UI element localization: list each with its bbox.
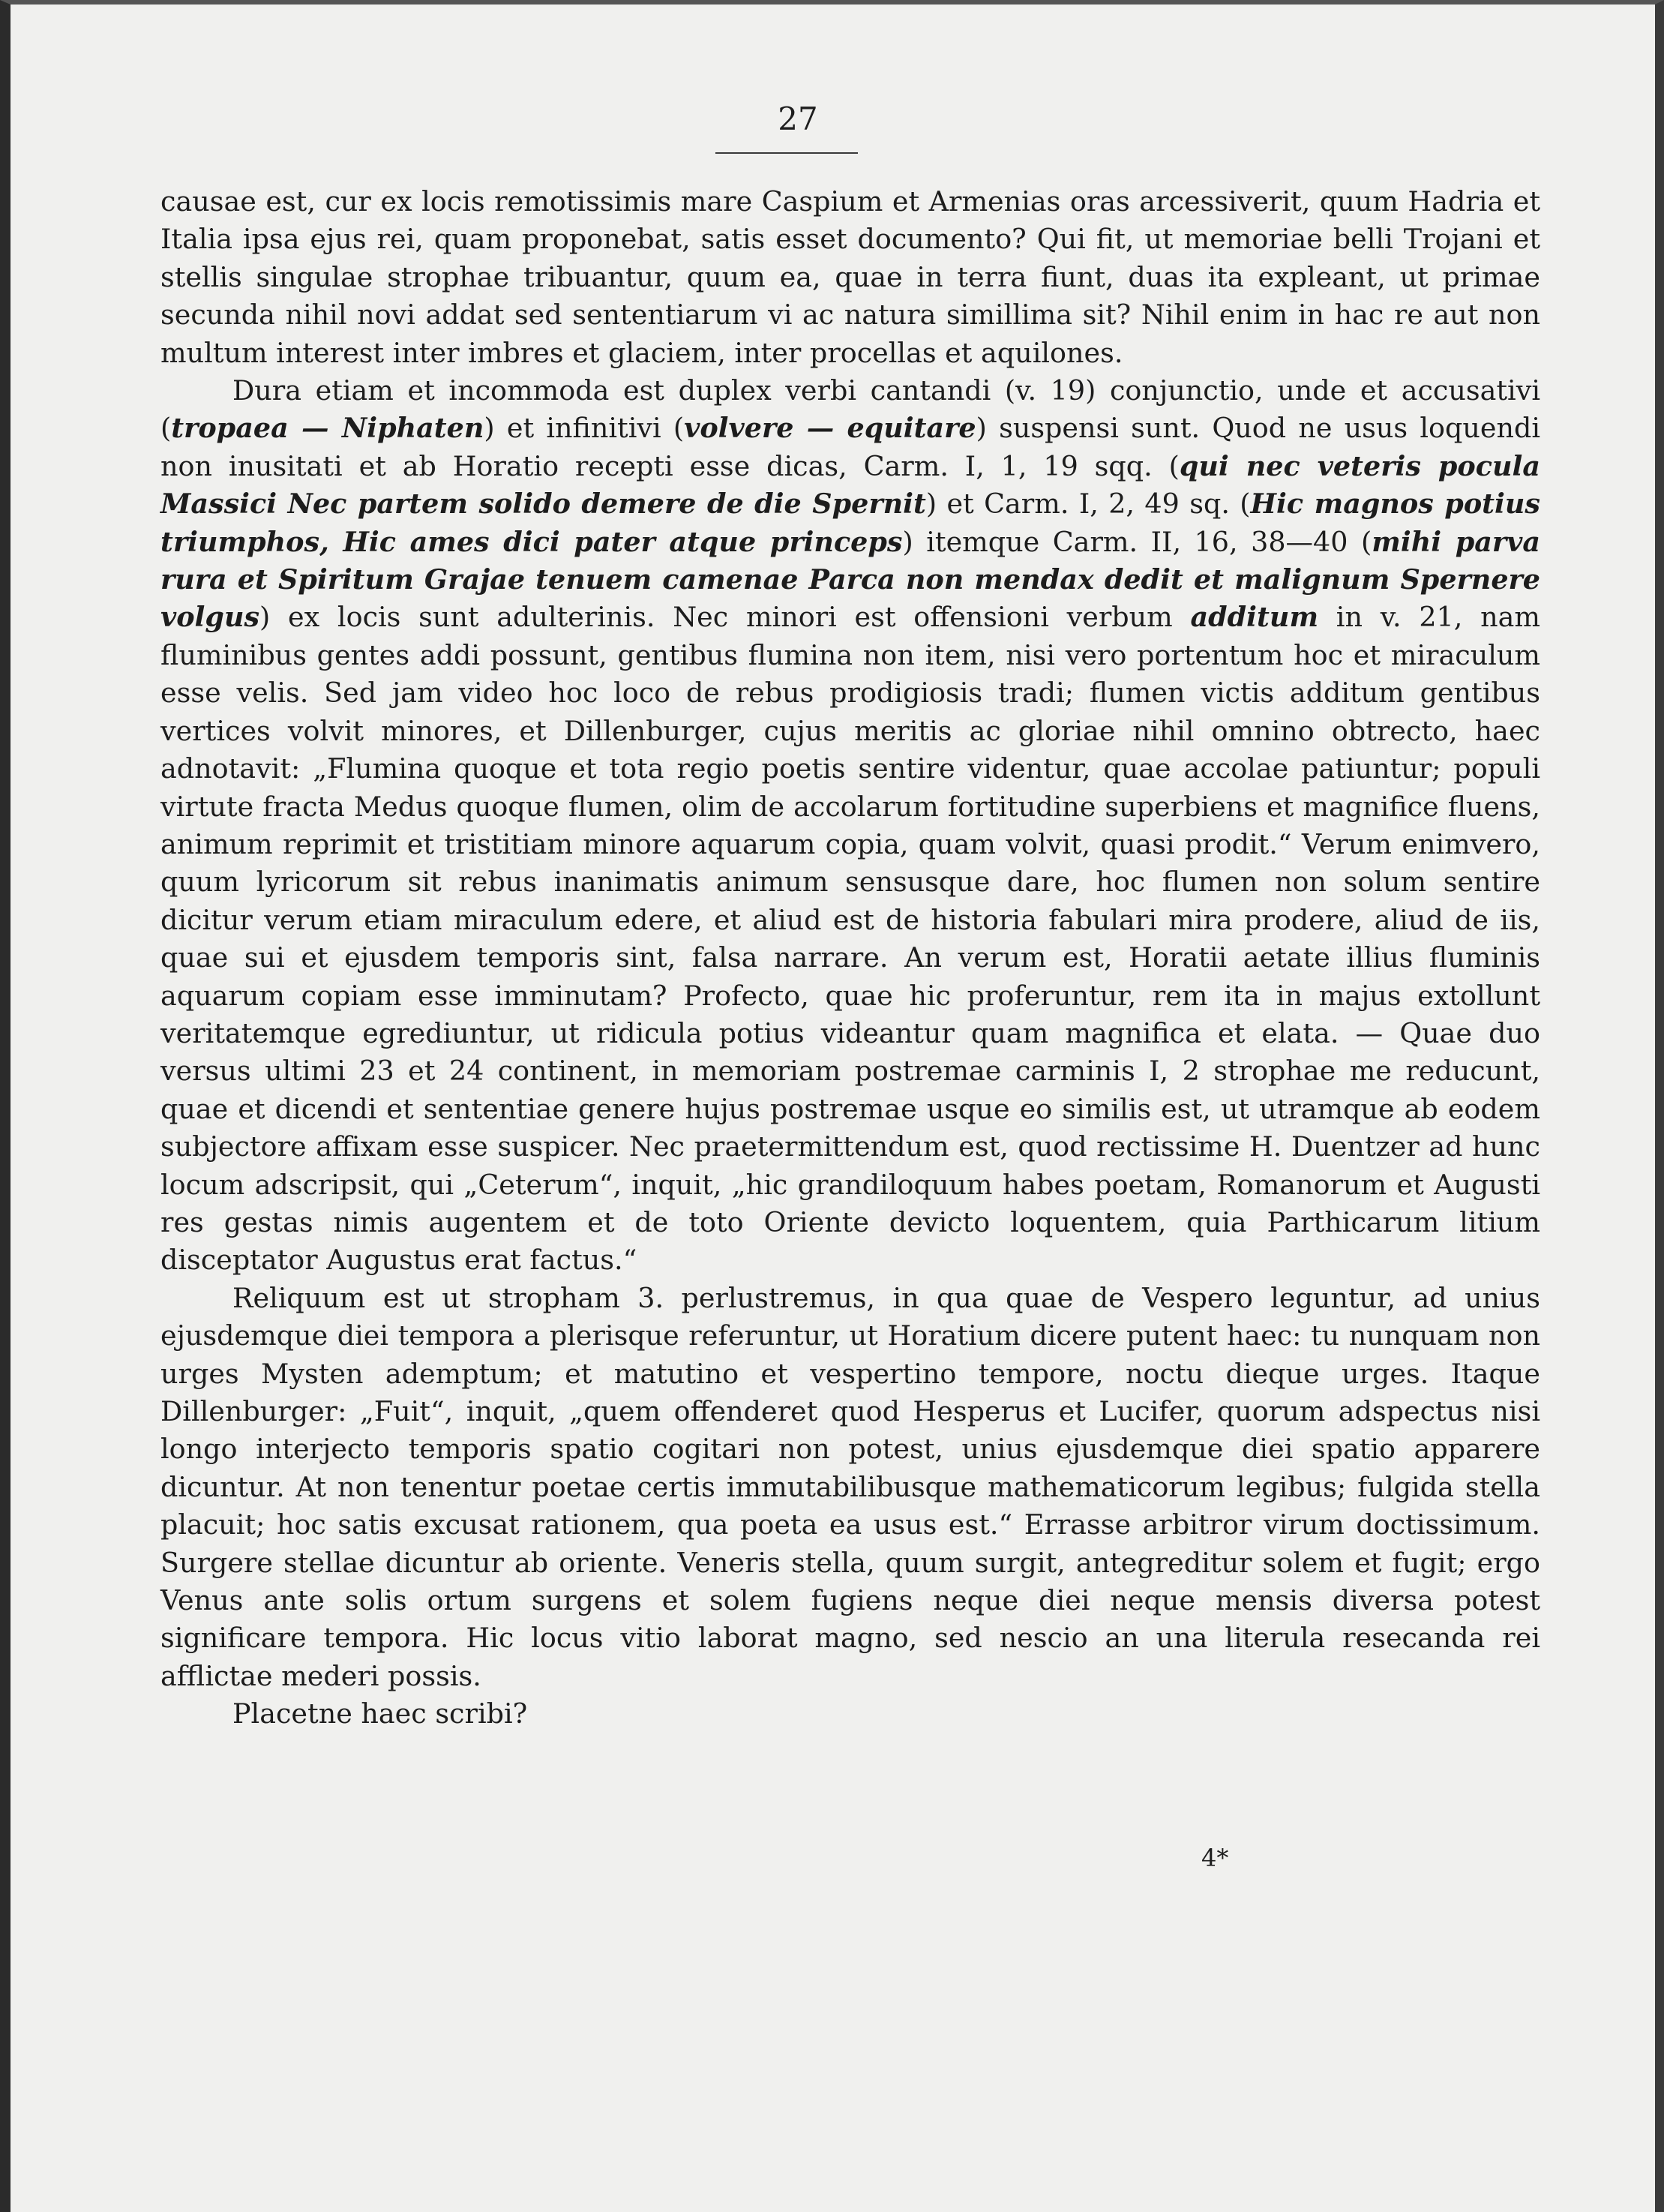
paragraph-3 (160, 1280, 1540, 1695)
quoted-latin-text: qui nec veteris pocula Massici Nec partem solido demere de die Spernit (160, 449, 1540, 521)
paragraph-2 (160, 372, 1540, 1280)
quoted-latin-text: tropaea — Niphaten (171, 412, 484, 445)
text-run: in v. 21, nam fluminibus gentes addi possunt, gentibus flumina non item, nisi vero portentum hoc et miraculum esse velis. Sed jam video hoc loco de rebus prodigiosis tradi; flumen victis additum gentibus vertices volvit minores, et Dillenburger, cujus meritis ac gloriae nihil omnino obtrecto, haec adnotavit: „Flumina quoque et tota regio poetis sentire videntur, quae accolae patiuntur; populi virtute fracta Medus quoque flumen, olim de accolarum fortitudine superbiens et magnifice fluens, animum reprimit et tristitiam minore aquarum copia, quam volvit, quasi prodit.“ Verum enimvero, quum lyricorum sit rebus inanimatis animum sensusque dare, hoc flumen non solum sentire dicitur verum etiam miraculum edere, et aliud est de historia fabulari mira prodere, aliud de iis, quae sui et ejusdem temporis sint, falsa narrare. An verum est, Horatii aetate illius fluminis aquarum copiam esse imminutam? Profecto, quae hic proferuntur, rem ita in majus extollunt veritatemque egrediuntur, ut ridicula potius videantur quam magnifica et elata. — Quae duo versus ultimi 23 et 24 continent, in memoriam postremae carminis I, 2 strophae me reducunt, quae et dicendi et sententiae genere hujus postremae usque eo similis est, ut utramque ab eodem subjectore affixam esse suspicer. Nec praetermittendum est, quod rectissime H. Duentzer ad hunc locum adscripsit, qui „Ceterum“, inquit, „hic grandiloquum habes poetam, Romanorum et Augusti res gestas nimis augentem et de toto Oriente devicto loquentem, quia Parthicarum litium disceptator Augustus erat factus.“ (160, 601, 1540, 1277)
text-run: ) ex locis sunt adulterinis. Nec minori est offensioni verbum (259, 601, 1191, 634)
quoted-latin-text: mihi parva rura et Spiritum Grajae tenuem camenae Parca non mendax dedit et malignum Spernere volgus (160, 525, 1541, 634)
text-run: Dura etiam et incommoda est duplex verbi cantandi (v. 19) conjunctio, unde et accusativi ( (160, 374, 1540, 445)
text-run: ) et Carm. I, 2, 49 sq. ( (925, 488, 1251, 521)
text-run: ) et infinitivi ( (484, 412, 685, 445)
body-text (160, 183, 1540, 1733)
text-run: causae est, cur ex locis remotissimis mare Caspium et Armenias oras arcessiverit, quum Hadria et Italia ipsa ejus rei, quam proponebat, satis esset documento? Qui fit, ut memoriae belli Trojani et stellis singulae strophae tribuantur, quum ea, quae in terra fiunt, duas ita expleant, ut primae secunda nihil novi addat sed sententiarum vi ac natura simillima sit? Nihil enim in hac re aut non multum interest inter imbres et glaciem, inter procellas et aquilones. (160, 185, 1540, 369)
text-run: Placetne haec scribi? (232, 1697, 528, 1730)
text-run: ) itemque Carm. II, 16, 38—40 ( (902, 525, 1372, 558)
quoted-latin-text: additum (1190, 601, 1319, 634)
page-number: 27 (778, 101, 818, 137)
quoted-latin-text: volvere — equitare (684, 412, 976, 445)
signature-mark: 4* (1201, 1844, 1229, 1872)
paragraph-1 (160, 183, 1540, 372)
quoted-latin-text: Hic magnos potius triumphos, Hic ames dici pater atque princeps (160, 488, 1540, 558)
text-run: ) suspensi sunt. Quod ne usus loquendi non inusitati et ab Horatio recepti esse dicas, Carm. I, 1, 19 sqq. ( (160, 412, 1540, 482)
paragraph-4 (160, 1695, 1540, 1733)
page-number-rule (715, 152, 858, 154)
text-run: Reliquum est ut stropham 3. perlustremus, in qua quae de Vespero leguntur, ad unius ejusdemque diei tempora a plerisque referuntur, ut Horatium dicere putent haec: tu nunquam non urges Mysten ademptum; et matutino et vespertino tempore, noctu dieque urges. Itaque Dillenburger: „Fuit“, inquit, „quem offenderet quod Hesperus et Lucifer, quorum adspectus nisi longo interjecto temporis spatio cogitari non potest, unius ejusdemque diei spatio apparere dicuntur. At non tenentur poetae certis immutabilibusque mathematicorum legibus; fulgida stella placuit; hoc satis excusat rationem, qua poeta ea usus est.“ Errasse arbitror virum doctissimum. Surgere stellae dicuntur ab oriente. Veneris stella, quum surgit, antegreditur solem et fugit; ergo Venus ante solis ortum surgens et solem fugiens neque diei neque mensis diversa potest significare tempora. Hic locus vitio laborat magno, sed nescio an una literula resecanda rei afflictae mederi possis. (160, 1281, 1540, 1692)
